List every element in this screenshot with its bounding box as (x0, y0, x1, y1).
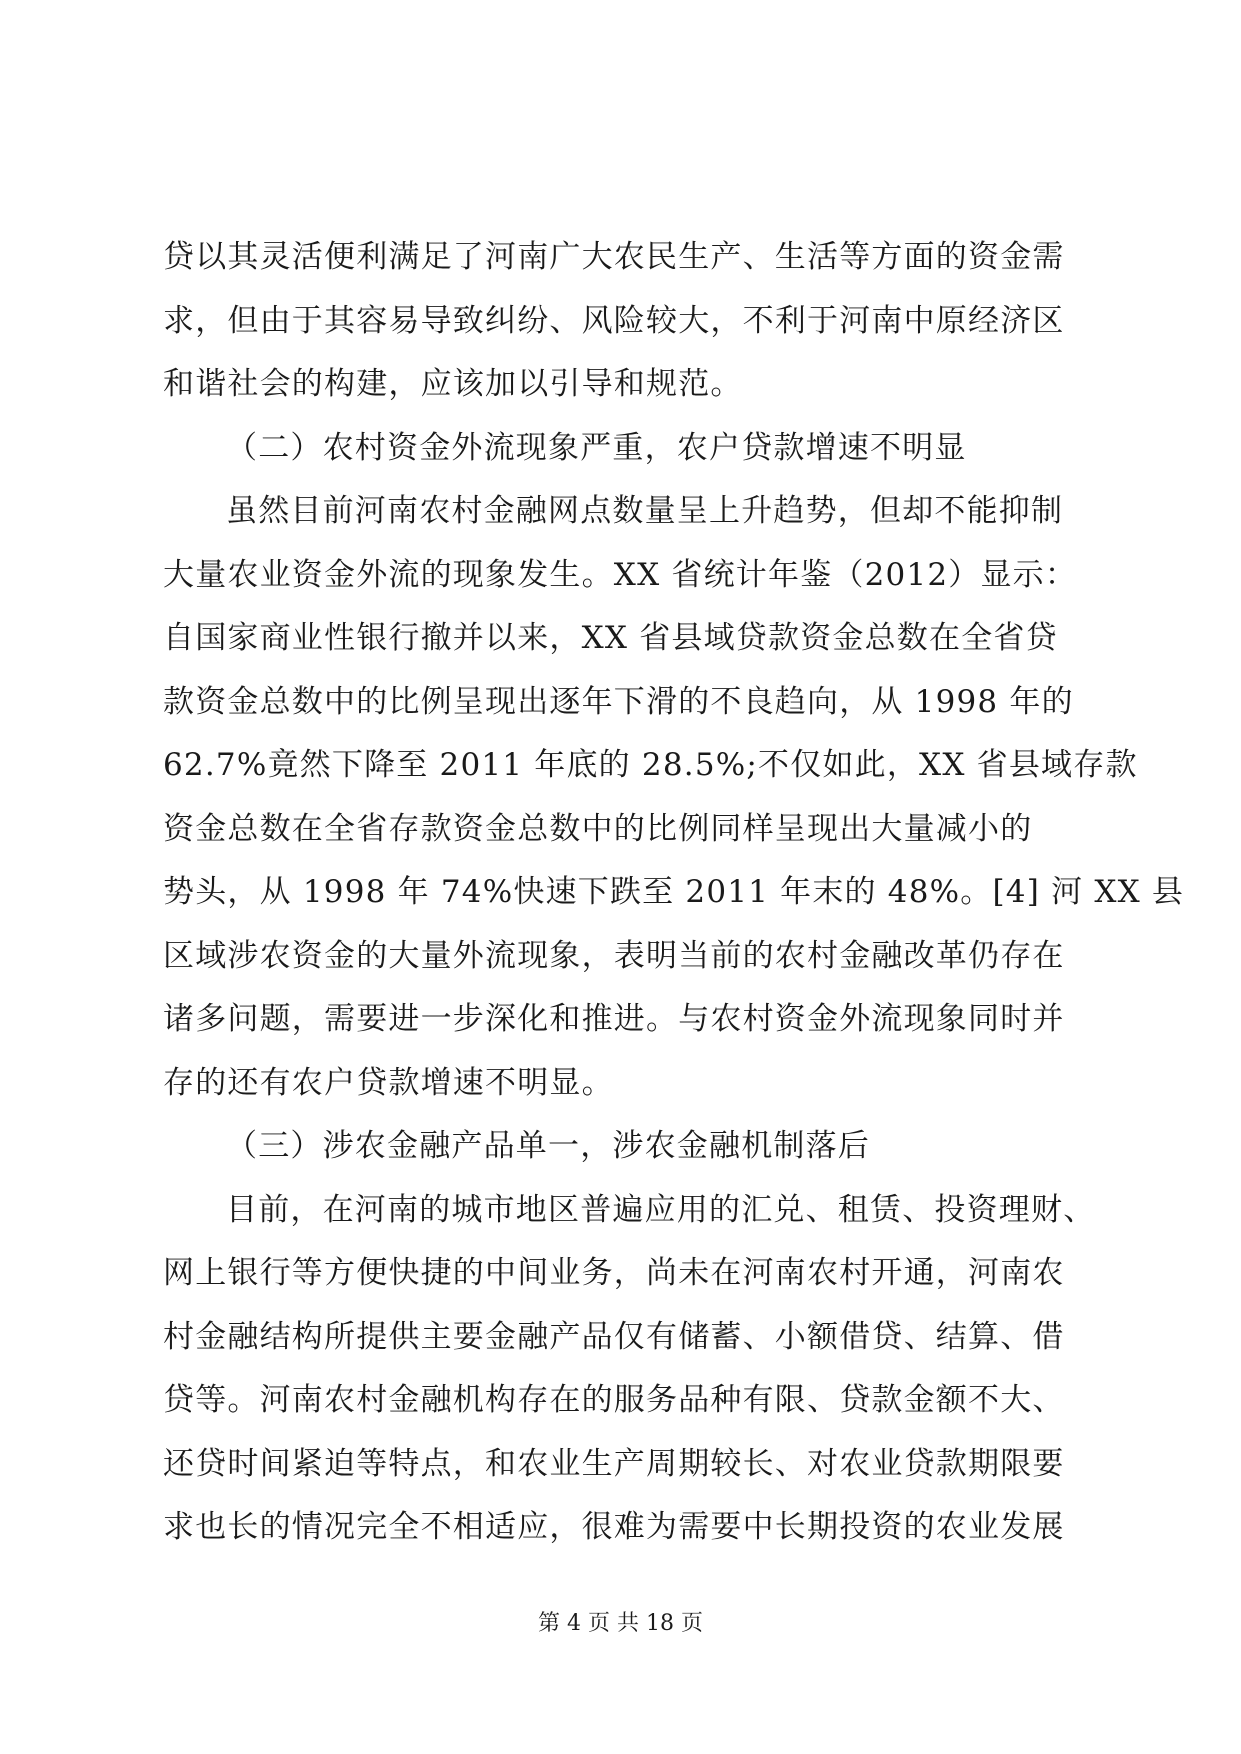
page-number-footer: 第 4 页 共 18 页 (538, 1611, 703, 1636)
text-line: 区域涉农资金的大量外流现象，表明当前的农村金融改革仍存在 (163, 937, 1065, 974)
text-line: 目前，在河南的城市地区普遍应用的汇兑、租赁、投资理财、 (226, 1191, 1096, 1228)
text-line: 资金总数在全省存款资金总数中的比例同样呈现出大量减小的 (163, 810, 1033, 847)
document-body (163, 226, 1185, 1560)
text-line: 自国家商业性银行撤并以来，XX 省县域贷款资金总数在全省贷 (163, 620, 1058, 656)
text-line: 存的还有农户贷款增速不明显。 (163, 1064, 614, 1101)
text-line: 虽然目前河南农村金融网点数量呈上升趋势，但却不能抑制 (226, 493, 1064, 529)
text-line: 贷以其灵活便利满足了河南广大农民生产、生活等方面的资金需 (163, 239, 1065, 275)
text-line: 诸多问题，需要进一步深化和推进。与农村资金外流现象同时并 (163, 1001, 1065, 1037)
text-line: （三）涉农金融产品单一，涉农金融机制落后 (226, 1128, 870, 1164)
text-line: 势头，从 1998 年 74%快速下跌至 2011 年末的 48%。[4] 河 XX 县 (163, 874, 1185, 910)
text-line: 网上银行等方便快捷的中间业务，尚未在河南农村开通，河南农 (163, 1255, 1065, 1291)
text-line: 和谐社会的构建，应该加以引导和规范。 (163, 366, 743, 402)
text-line: 贷等。河南农村金融机构存在的服务品种有限、贷款金额不大、 (163, 1382, 1065, 1418)
text-line: （二）农村资金外流现象严重，农户贷款增速不明显 (226, 429, 967, 466)
text-line: 款资金总数中的比例呈现出逐年下滑的不良趋向，从 1998 年的 (163, 683, 1074, 720)
text-line: 还贷时间紧迫等特点，和农业生产周期较长、对农业贷款期限要 (163, 1445, 1065, 1482)
text-line: 62.7%竟然下降至 2011 年底的 28.5%;不仅如此，XX 省县域存款 (163, 747, 1138, 783)
text-line: 求，但由于其容易导致纠纷、风险较大，不利于河南中原经济区 (163, 302, 1065, 339)
text-line: 大量农业资金外流的现象发生。XX 省统计年鉴（2012）显示： (163, 556, 1078, 593)
text-line: 求也长的情况完全不相适应，很难为需要中长期投资的农业发展 (163, 1509, 1065, 1545)
text-line: 村金融结构所提供主要金融产品仅有储蓄、小额借贷、结算、借 (163, 1318, 1065, 1355)
